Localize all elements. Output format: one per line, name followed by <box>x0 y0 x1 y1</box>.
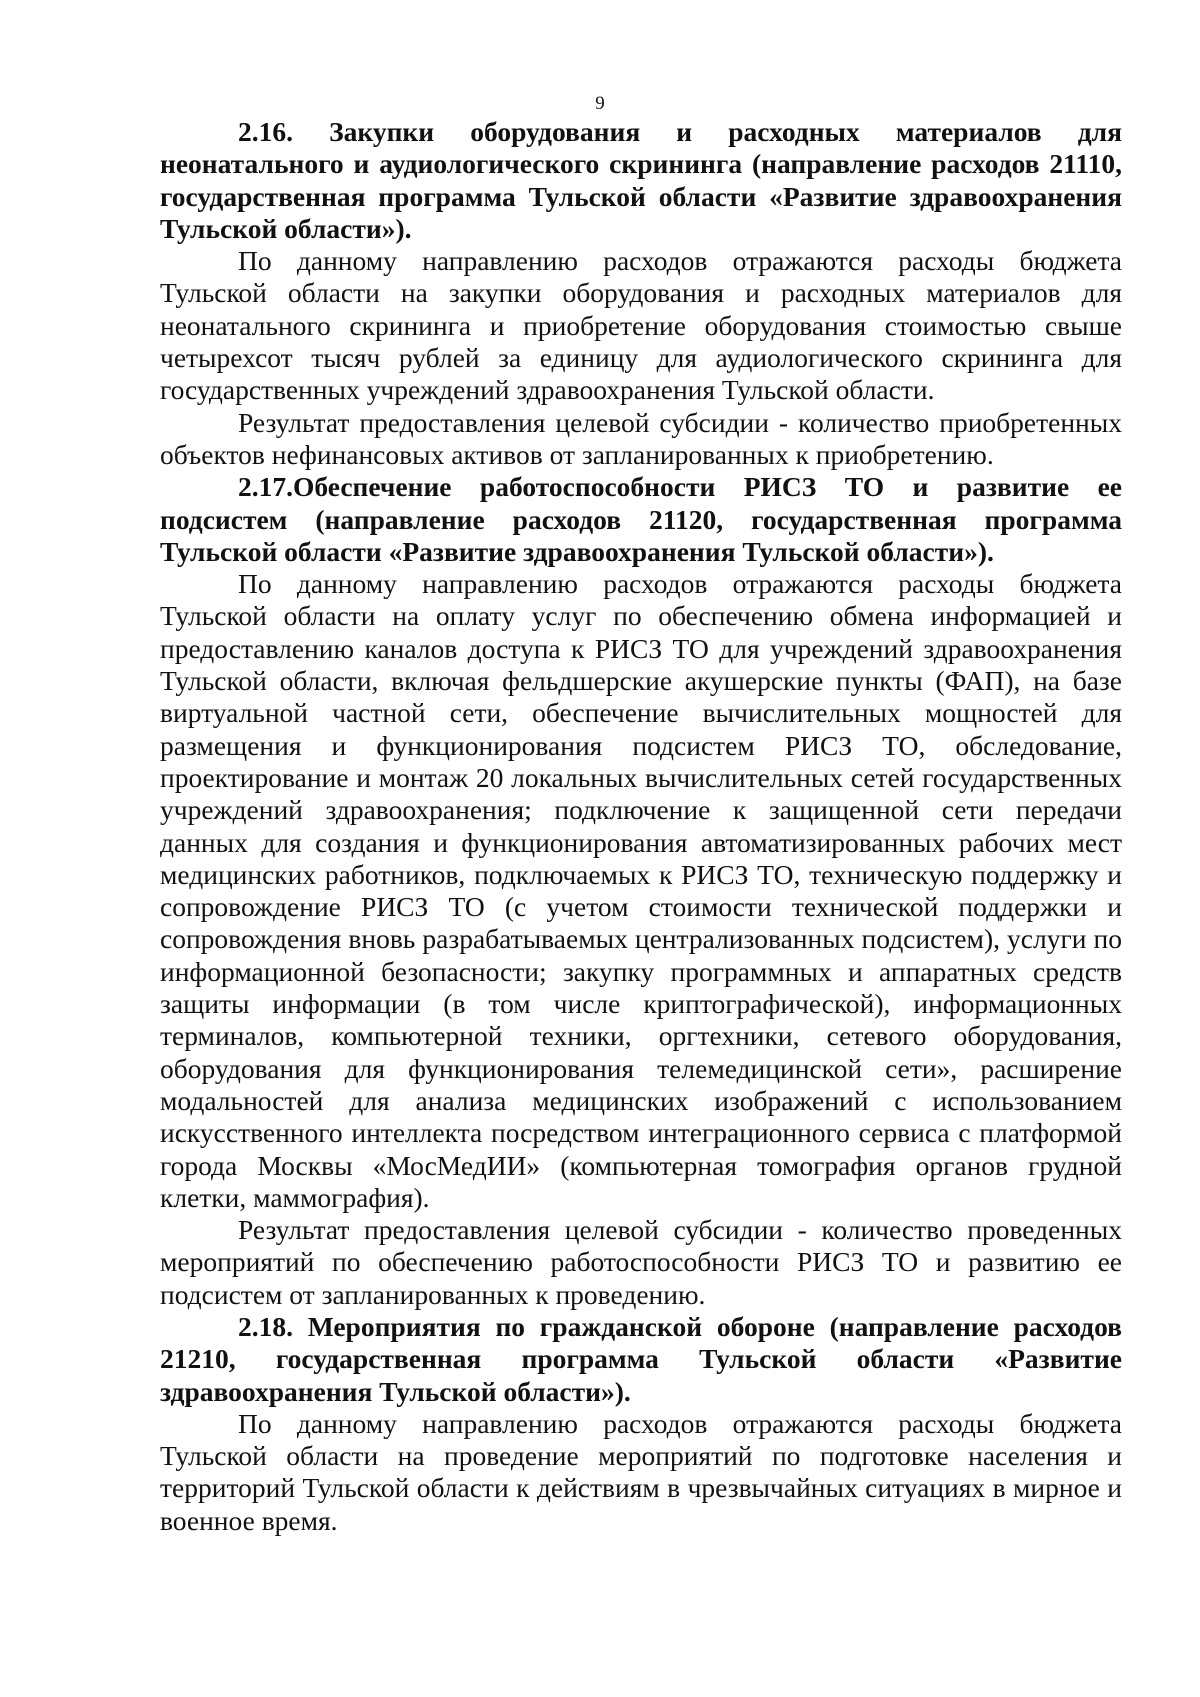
paragraph: По данному направлению расходов отражаются расходы бюджета Тульской области на оплату услуг по обеспечению обмена информацией и предоставлению каналов доступа к РИСЗ ТО для учреждений здравоохранения Тульской области, включая фельдшерские акушерские пункты (ФАП), на базе виртуальной частной сети, обеспечение вычислительных мощностей для размещения и функционирования подсистем РИСЗ ТО, обследование, проектирование и монтаж 20 локальных вычислительных сетей государственных учреждений здравоохранения; подключение к защищенной сети передачи данных для создания и функционирования автоматизированных рабочих мест медицинских работников, подключаемых к РИСЗ ТО, техническую поддержку и сопровождение РИСЗ ТО (с учетом стоимости технической поддержки и сопровождения вновь разрабатываемых централизованных подсистем), услуги по информационной безопасности; закупку программных и аппаратных средств защиты информации (в том числе криптографической), информационных терминалов, компьютерной техники, оргтехники, сетевого оборудования, оборудования для функционирования телемедицинской сети», расширение модальностей для анализа медицинских изображений с использованием искусственного интеллекта посредством интеграционного сервиса с платформой города Москвы «МосМедИИ» (компьютерная томография органов грудной клетки, маммография). <box>160 568 1122 1213</box>
section-heading: 2.16. Закупки оборудования и расходных материалов для неонатального и аудиологического скрининга (направление расходов 21110, государственная программа Тульской области «Развитие здравоохранения Тульской области»). <box>160 116 1122 244</box>
paragraph: Результат предоставления целевой субсидии - количество приобретенных объектов нефинансовых активов от запланированных к приобретению. <box>160 406 1122 470</box>
page-number: 9 <box>595 93 605 114</box>
section-heading: 2.18. Мероприятия по гражданской обороне (направление расходов 21210, государственная программа Тульской области «Развитие здравоохранения Тульской области»). <box>160 1310 1122 1407</box>
paragraph: Результат предоставления целевой субсидии - количество проведенных мероприятий по обеспечению работоспособности РИСЗ ТО и развитию ее подсистем от запланированных к проведению. <box>160 1214 1122 1310</box>
section-heading: 2.17.Обеспечение работоспособности РИСЗ ТО и развитие ее подсистем (направление расходов 21120, государственная программа Тульской области «Развитие здравоохранения Тульской области»). <box>160 471 1122 567</box>
section-2-18 <box>160 1311 1122 1537</box>
paragraph: По данному направлению расходов отражаются расходы бюджета Тульской области на проведение мероприятий по подготовке населения и территорий Тульской области к действиям в чрезвычайных ситуациях в мирное и военное время. <box>160 1407 1122 1536</box>
section-2-17 <box>160 471 1122 1311</box>
section-2-16 <box>160 116 1122 471</box>
paragraph: По данному направлению расходов отражаются расходы бюджета Тульской области на закупки оборудования и расходных материалов для неонатального скрининга и приобретение оборудования стоимостью свыше четырехсот тысяч рублей за единицу для аудиологического скрининга для государственных учреждений здравоохранения Тульской области. <box>160 245 1122 406</box>
page-content <box>160 116 1122 1537</box>
